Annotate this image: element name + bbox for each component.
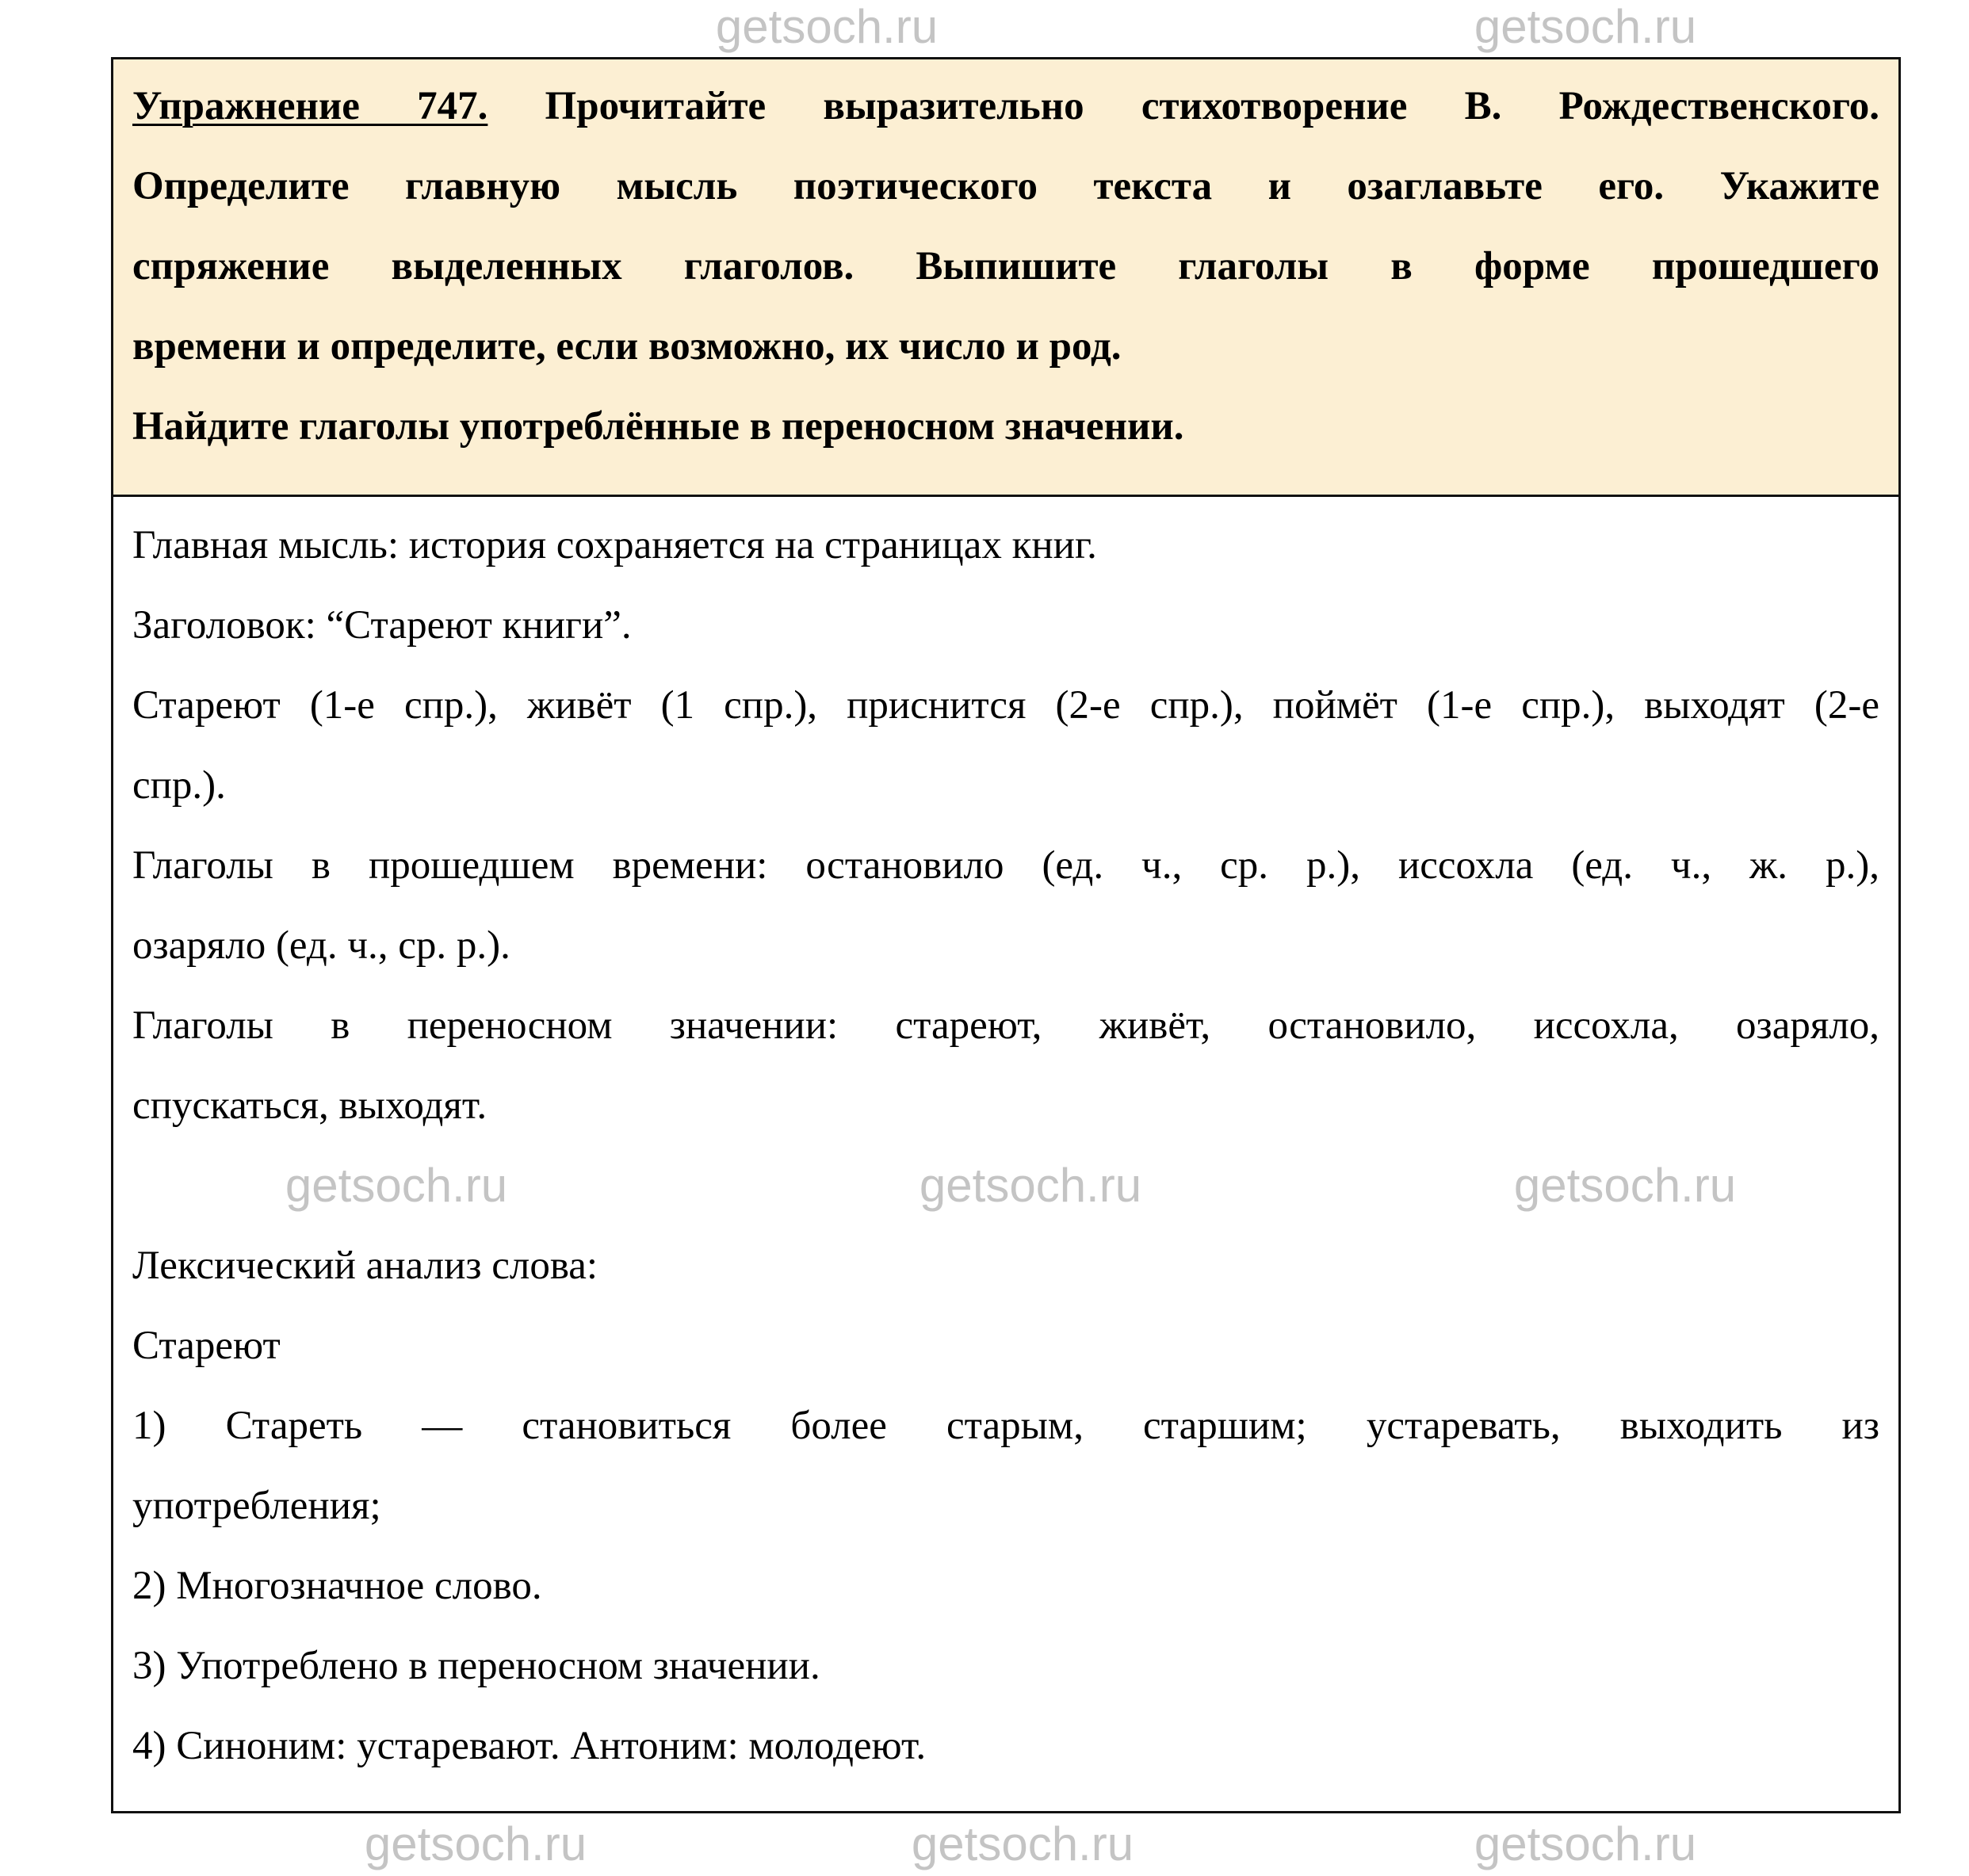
task-block xyxy=(113,59,1898,497)
task-line: Найдите глаголы употреблённые в переносном значении. xyxy=(132,404,1184,449)
task-line: времени и определите, если возможно, их число и род. xyxy=(132,324,1122,369)
exercise-number: Упражнение 747. xyxy=(132,84,488,128)
watermark: getsoch.ru xyxy=(911,1817,1134,1870)
answer-block xyxy=(113,497,1898,1811)
watermark: getsoch.ru xyxy=(364,1817,587,1870)
blank-line xyxy=(132,1146,1879,1226)
analyzed-word: Стареют xyxy=(132,1324,281,1368)
title-line: Заголовок: “Стареют книги”. xyxy=(132,603,632,648)
watermark: getsoch.ru xyxy=(285,1159,508,1212)
figurative-line: Глаголы в переносном значении: стареют, живёт, остановило, иссохла, озаряло, xyxy=(132,1003,1879,1048)
watermark: getsoch.ru xyxy=(1474,0,1697,53)
watermark: getsoch.ru xyxy=(1513,1159,1737,1212)
conjugation-line: Стареют (1-е спр.), живёт (1 спр.), приснится (2-е спр.), поймёт (1-е спр.), выходят (2-е xyxy=(132,683,1879,728)
task-line: спряжение выделенных глаголов. Выпишите глаголы в форме прошедшего xyxy=(132,244,1879,288)
exercise-card xyxy=(111,57,1901,1813)
lexical-item: 1) Стареть — становиться более старым, старшим; устаревать, выходить из xyxy=(132,1404,1879,1448)
lexical-heading: Лексический анализ слова: xyxy=(132,1244,598,1288)
main-idea: Главная мысль: история сохраняется на страницах книг. xyxy=(132,523,1097,567)
watermark: getsoch.ru xyxy=(1474,1817,1697,1870)
lexical-item: 2) Многозначное слово. xyxy=(132,1564,542,1608)
task-line xyxy=(132,67,1879,147)
figurative-line: спускаться, выходят. xyxy=(132,1083,487,1128)
watermark: getsoch.ru xyxy=(715,0,939,53)
past-tense-line: озаряло (ед. ч., ср. р.). xyxy=(132,923,510,968)
past-tense-line: Глаголы в прошедшем времени: остановило (ед. ч., ср. р.), иссохла (ед. ч., ж. р.), xyxy=(132,843,1879,888)
watermark: getsoch.ru xyxy=(919,1159,1142,1212)
task-line: Определите главную мысль поэтического текста и озаглавьте его. Укажите xyxy=(132,164,1879,208)
lexical-item: 4) Синоним: устаревают. Антоним: молодеют. xyxy=(132,1724,927,1768)
conjugation-line: спр.). xyxy=(132,763,226,808)
lexical-item: 3) Употреблено в переносном значении. xyxy=(132,1644,820,1688)
lexical-item: употребления; xyxy=(132,1484,381,1528)
task-text: Прочитайте выразительно стихотворение В. Рождественского. xyxy=(487,84,1879,128)
